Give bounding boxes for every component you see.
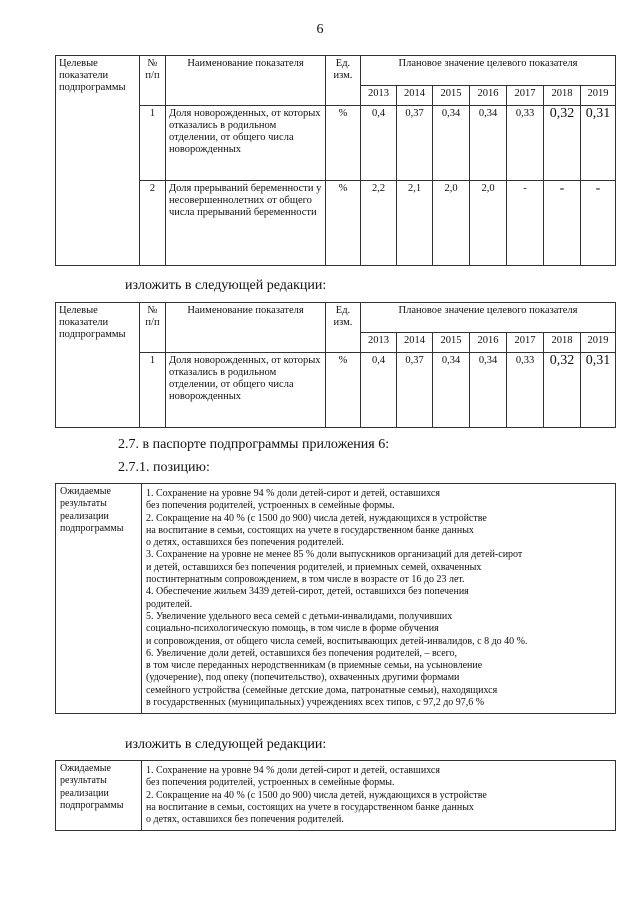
results-list [142,484,616,714]
value-cell: 0,4 [361,106,397,181]
year-cell: 2018 [544,333,581,353]
table-row [56,353,616,428]
year-cell: 2014 [397,333,433,353]
year-cell: 2019 [581,86,616,106]
results-table-new [55,760,616,831]
header-unit: Ед. изм. [326,303,361,353]
value-cell: 2,1 [397,181,433,266]
results-line: 6. Увеличение доли детей, оставшихся без попечения родителей, – всего, [146,647,458,659]
row-name: Доля прерываний беременности у несовершеннолетних от общего числа прерываний беременности [166,181,326,266]
year-cell: 2015 [433,333,470,353]
value-cell: 0,32 [544,353,581,428]
results-line: в том числе переданных неродственникам (в приемные семьи, на усыновление [146,660,483,672]
results-label: Ожидаемые результаты реализации подпрограммы [56,761,142,831]
year-cell: 2014 [397,86,433,106]
results-line: 2. Сокращение на 40 % (с 1500 до 900) числа детей, нуждающихся в устройстве [146,512,487,524]
row-num: 1 [140,106,166,181]
year-cell: 2018 [544,86,581,106]
header-num: № п/п [140,56,166,106]
page-number: 6 [316,22,324,37]
results-line: 5. Увеличение удельного веса семей с детьми-инвалидами, получивших [146,610,453,622]
results-line: постинтернатным сопровождением, в том числе в возрасте от 16 до 23 лет. [146,574,465,586]
value-cell: 0,31 [581,106,616,181]
header-target-indicators: Целевые показатели подпрограммы [56,56,140,181]
results-line: без попечения родителей, устроенных в семейные формы. [146,777,395,789]
header-target-indicators: Целевые показатели подпрограммы [56,303,140,428]
year-cell: 2013 [361,86,397,106]
year-cell: 2013 [361,333,397,353]
value-cell: 0,34 [433,106,470,181]
results-line: о детях, оставшихся без попечения родителей. [146,814,344,826]
year-cell: 2017 [507,86,544,106]
value-cell: - [507,181,544,266]
indicators-table-old [55,55,616,266]
results-line: без попечения родителей, устроенных в семейные формы. [146,500,395,512]
year-cell: 2017 [507,333,544,353]
empty-cell [56,181,140,266]
header-indicator-name: Наименование показателя [166,303,326,353]
value-cell: 0,32 [544,106,581,181]
header-unit: Ед. изм. [326,56,361,106]
value-cell: 0,31 [581,353,616,428]
value-cell: 2,2 [361,181,397,266]
value-cell: 2,0 [433,181,470,266]
results-line: родителей. [146,598,193,610]
results-line: 1. Сохранение на уровне 94 % доли детей-сирот и детей, оставшихся [146,488,440,499]
results-line: семейного устройства (семейные детские дома, патронатные семьи), находящихся [146,684,498,696]
results-line: и сопровождения, от общего числа семей, воспитывающих детей-инвалидов, с 8 до 40 %. [146,635,528,647]
results-line: и детей, оставшихся без попечения родителей, и приемных семей, охваченных [146,561,482,573]
value-cell: 0,4 [361,353,397,428]
value-cell: 0,37 [397,106,433,181]
table-row [56,106,616,181]
row-num: 1 [140,353,166,428]
results-line: 1. Сохранение на уровне 94 % доли детей-сирот и детей, оставшихся [146,765,440,776]
value-cell: 0,34 [433,353,470,428]
indicators-table-new [55,302,616,428]
row-unit: % [326,106,361,181]
results-label: Ожидаемые результаты реализации подпрограммы [56,484,142,714]
results-line: (удочерение), под опеку (попечительство), охваченных другими формами [146,672,460,684]
value-cell: 2,0 [470,181,507,266]
row-name: Доля новорожденных, от которых отказались в родильном отделении, от общего числа новорожденных [166,106,326,181]
results-line: на воспитание в семьи, состоящих на учете в государственном банке данных [146,801,474,813]
header-planned-value: Плановое значение целевого показателя [361,56,616,86]
value-cell: - [544,181,581,266]
header-indicator-name: Наименование показателя [166,56,326,106]
header-planned-value: Плановое значение целевого показателя [361,303,616,333]
value-cell: 0,33 [507,106,544,181]
value-cell: 0,34 [470,106,507,181]
paragraph-2-7-1: 2.7.1. позицию: [118,460,210,475]
year-cell: 2016 [470,86,507,106]
value-cell: - [581,181,616,266]
year-cell: 2016 [470,333,507,353]
year-cell: 2019 [581,333,616,353]
row-unit: % [326,353,361,428]
value-cell: 0,33 [507,353,544,428]
results-line: 3. Сохранение на уровне не менее 85 % доли выпускников организаций для детей-сирот [146,549,523,561]
results-line: социально-психологическую помощь, в том числе в форме обучения [146,623,439,635]
row-unit: % [326,181,361,266]
results-line: на воспитание в семьи, состоящих на учете в государственном банке данных [146,524,474,536]
results-line: 4. Обеспечение жильем 3439 детей-сирот, детей, оставшихся без попечения [146,586,469,598]
header-num: № п/п [140,303,166,353]
value-cell: 0,34 [470,353,507,428]
row-name: Доля новорожденных, от которых отказались в родильном отделении, от общего числа новорожденных [166,353,326,428]
table-row [56,181,616,266]
paragraph-new-edition: изложить в следующей редакции: [125,278,327,293]
paragraph-2-7: 2.7. в паспорте подпрограммы приложения 6: [118,437,390,452]
results-line: в государственных (муниципальных) учреждениях всех типов, с 97,2 до 97,6 % [146,697,485,709]
results-table-old [55,483,616,714]
row-num: 2 [140,181,166,266]
results-list [142,761,616,831]
value-cell: 0,37 [397,353,433,428]
paragraph-new-edition-2: изложить в следующей редакции: [125,737,327,752]
results-line: 2. Сокращение на 40 % (с 1500 до 900) числа детей, нуждающихся в устройстве [146,789,487,801]
year-cell: 2015 [433,86,470,106]
results-line: о детях, оставшихся без попечения родителей. [146,537,344,549]
